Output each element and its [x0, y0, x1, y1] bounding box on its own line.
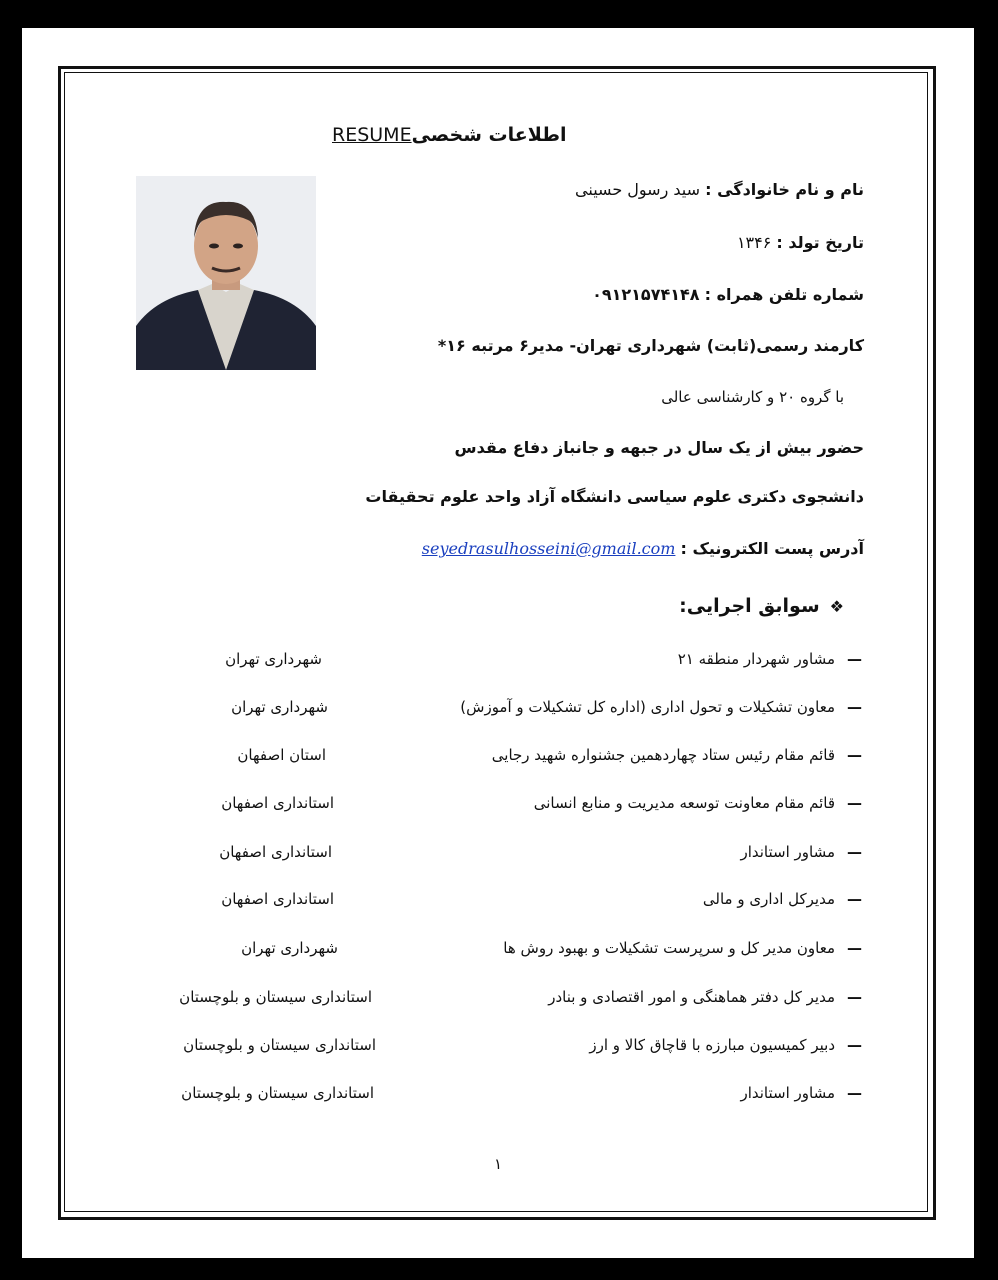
front-line: حضور بیش از یک سال در جبهه و جانباز دفاع مقدس	[454, 438, 864, 457]
diamond-bullet-icon: ❖	[829, 597, 844, 616]
email-line	[422, 539, 864, 558]
record-position-4: —قائم مقام معاونت توسعه مدیریت و منابع انسانی	[533, 794, 862, 812]
record-position-5: —مشاور استاندار	[740, 843, 862, 861]
name-label: نام و نام خانوادگی :	[705, 180, 864, 199]
birth-line	[737, 233, 864, 252]
record-org-8: استانداری سیستان و بلوچستان	[179, 988, 372, 1006]
record-position-10: —مشاور استاندار	[740, 1084, 862, 1102]
record-org-4: استانداری اصفهان	[221, 794, 334, 812]
record-org-10: استانداری سیستان و بلوچستان	[181, 1084, 374, 1102]
title-en: RESUME	[332, 124, 412, 146]
page-number: ۱	[494, 1155, 503, 1173]
profile-photo-illustration	[136, 176, 316, 370]
record-org-2: شهرداری تهران	[231, 698, 328, 716]
record-position-3: —قائم مقام رئیس ستاد چهاردهمین جشنواره شهید رجایی	[491, 746, 862, 764]
resume-title	[332, 124, 567, 146]
executive-records-heading	[679, 595, 844, 617]
name-line	[575, 180, 864, 199]
employment-line: کارمند رسمی(ثابت) شهرداری تهران- مدیر۶ مرتبه ۱۶*	[437, 336, 864, 355]
document-page	[22, 28, 974, 1258]
record-position-1: —مشاور شهردار منطقه ۲۱	[677, 650, 862, 668]
record-org-5: استانداری اصفهان	[219, 843, 332, 861]
record-org-7: شهرداری تهران	[241, 939, 338, 957]
record-org-6: استانداری اصفهان	[221, 890, 334, 908]
record-position-6: —مدیرکل اداری و مالی	[702, 890, 862, 908]
grade-line: با گروه ۲۰ و کارشناسی عالی	[661, 388, 844, 406]
name-value: سید رسول حسینی	[575, 180, 701, 199]
record-position-9: —دبیر کمیسیون مبارزه با قاچاق کالا و ارز	[589, 1036, 862, 1054]
section-title: سوابق اجرایی:	[679, 595, 820, 617]
record-org-9: استانداری سیستان و بلوچستان	[183, 1036, 376, 1054]
record-position-2: —معاون تشکیلات و تحول اداری (اداره کل تشکیلات و آموزش)	[460, 698, 862, 716]
phone-line	[592, 285, 864, 304]
title-fa: اطلاعات شخصی	[411, 124, 567, 146]
phone-label: شماره تلفن همراه :	[704, 285, 864, 304]
record-org-1: شهرداری تهران	[225, 650, 322, 668]
email-label: آدرس پست الکترونیک :	[680, 539, 864, 558]
phone-value: ۰۹۱۲۱۵۷۴۱۴۸	[592, 285, 700, 304]
email-link[interactable]: seyedrasulhosseini@gmail.com	[421, 539, 676, 558]
record-position-8: —مدیر کل دفتر هماهنگی و امور اقتصادی و بنادر	[548, 988, 862, 1006]
record-position-7: —معاون مدیر کل و سرپرست تشکیلات و بهبود روش ها	[503, 939, 862, 957]
birth-label: تاریخ تولد :	[776, 233, 864, 252]
birth-value: ۱۳۴۶	[736, 233, 772, 252]
record-org-3: استان اصفهان	[237, 746, 326, 764]
profile-photo	[136, 176, 316, 370]
phd-line: دانشجوی دکتری علوم سیاسی دانشگاه آزاد واحد علوم تحقیقات	[365, 487, 864, 506]
